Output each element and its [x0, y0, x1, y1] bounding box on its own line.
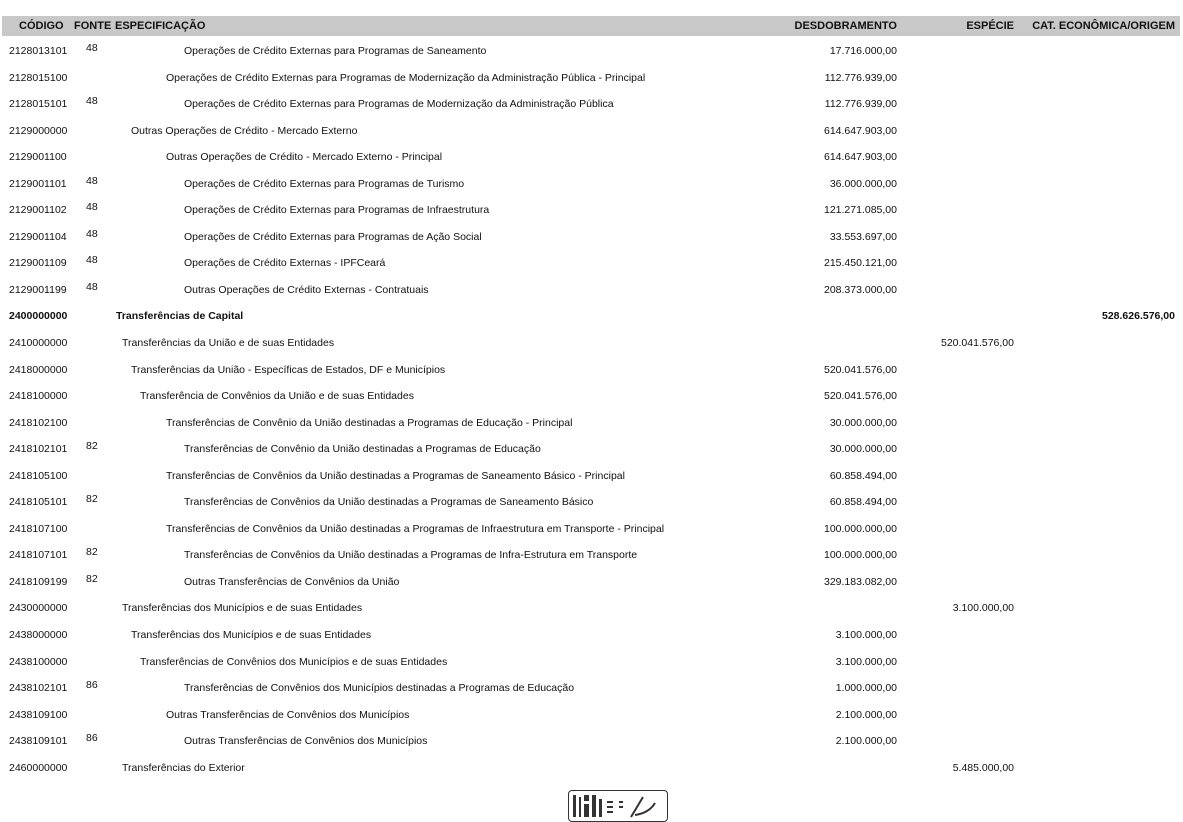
row-code: 2129001104 [9, 230, 67, 243]
table-row [0, 170, 1183, 197]
row-especie: 5.485.000,00 [952, 761, 1014, 774]
table-row [0, 648, 1183, 675]
row-desdobramento: 215.450.121,00 [824, 257, 897, 270]
header-desdobramento: DESDOBRAMENTO [794, 20, 897, 32]
table-row [0, 515, 1183, 542]
row-fonte: 48 [86, 42, 98, 54]
table-row [0, 568, 1183, 595]
row-code: 2128015101 [9, 98, 68, 111]
row-fonte: 82 [86, 572, 98, 585]
table-row [0, 223, 1183, 250]
row-especificacao: Operações de Crédito Externas para Programas de Modernização da Administração Pública [184, 98, 614, 111]
row-desdobramento: 329.183.082,00 [824, 575, 897, 588]
row-especificacao: Transferências de Convênio da União destinadas a Programas de Educação - Principal [166, 416, 573, 429]
row-desdobramento: 2.100.000,00 [835, 708, 897, 721]
table-row [0, 64, 1183, 91]
row-especificacao: Transferências do Exterior [122, 761, 245, 774]
row-code: 2128015100 [9, 71, 68, 84]
row-especificacao: Outras Transferências de Convênios dos Municípios [166, 708, 410, 721]
row-especificacao: Transferências de Capital [116, 310, 244, 323]
row-especificacao: Transferências de Convênio da União destinadas a Programas de Educação [184, 443, 541, 456]
row-fonte: 48 [86, 227, 98, 240]
row-code: 2438109100 [9, 708, 68, 721]
row-desdobramento: 3.100.000,00 [835, 629, 897, 642]
header-especificacao: ESPECIFICAÇÃO [115, 20, 206, 32]
table-row [0, 488, 1183, 515]
row-code: 2418105100 [9, 469, 68, 482]
row-fonte: 82 [86, 493, 98, 506]
row-fonte: 86 [86, 679, 98, 692]
row-fonte: 82 [86, 440, 98, 453]
table-row [0, 621, 1183, 648]
row-especificacao: Outras Operações de Crédito - Mercado Externo - Principal [166, 151, 443, 164]
row-code: 2438100000 [9, 655, 68, 668]
row-desdobramento: 36.000.000,00 [829, 177, 897, 190]
row-fonte: 48 [86, 280, 98, 293]
row-desdobramento: 17.716.000,00 [829, 45, 897, 57]
row-desdobramento: 112.776.939,00 [824, 98, 897, 111]
row-code: 2400000000 [9, 310, 68, 323]
row-desdobramento: 2.100.000,00 [835, 735, 897, 748]
row-especificacao: Transferências de Convênios da União destinadas a Programas de Saneamento Básico [184, 496, 594, 509]
table-row [0, 382, 1183, 409]
header-cat-economica: CAT. ECONÔMICA/ORIGEM [1032, 20, 1175, 32]
table-row [0, 674, 1183, 701]
table-row [0, 143, 1183, 170]
row-code: 2418105101 [9, 496, 68, 509]
row-especificacao: Transferências dos Municípios e de suas Entidades [122, 602, 363, 615]
row-especificacao: Operações de Crédito Externas para Programas de Turismo [184, 177, 465, 190]
row-desdobramento: 100.000.000,00 [824, 522, 897, 535]
table-header [2, 16, 1180, 36]
row-desdobramento: 520.041.576,00 [824, 390, 897, 403]
row-desdobramento: 614.647.903,00 [824, 151, 897, 164]
row-desdobramento: 3.100.000,00 [835, 655, 897, 668]
row-desdobramento: 1.000.000,00 [835, 682, 897, 695]
row-especificacao: Transferência de Convênios da União e de suas Entidades [140, 390, 414, 403]
table-row [0, 541, 1183, 568]
row-especificacao: Outras Operações de Crédito Externas - Contratuais [184, 283, 429, 296]
row-desdobramento: 112.776.939,00 [824, 71, 897, 84]
row-code: 2418000000 [9, 363, 68, 376]
row-code: 2418102100 [9, 416, 68, 429]
row-especificacao: Operações de Crédito Externas para Programas de Infraestrutura [184, 204, 490, 217]
row-code: 2129001102 [9, 204, 67, 217]
row-especificacao: Transferências de Convênios da União destinadas a Programas de Infraestrutura em Transporte - Principal [166, 522, 665, 535]
row-code: 2460000000 [9, 761, 68, 774]
row-especificacao: Operações de Crédito Externas para Programas de Ação Social [184, 230, 482, 243]
row-code: 2438000000 [9, 629, 68, 642]
row-code: 2129001109 [9, 257, 67, 270]
row-fonte: 48 [86, 254, 98, 267]
header-especie: ESPÉCIE [966, 20, 1014, 32]
row-especificacao: Outras Operações de Crédito - Mercado Externo [131, 124, 358, 137]
row-code: 2430000000 [9, 602, 68, 615]
table-row [0, 302, 1183, 329]
table-row [0, 594, 1183, 621]
row-desdobramento: 208.373.000,00 [824, 283, 897, 296]
row-code: 2129000000 [9, 124, 68, 137]
row-code: 2418107100 [9, 522, 68, 535]
row-desdobramento: 60.858.494,00 [829, 496, 897, 509]
row-desdobramento: 30.000.000,00 [829, 416, 897, 429]
table-row [0, 754, 1183, 781]
table-row [0, 356, 1183, 383]
row-desdobramento: 121.271.085,00 [824, 204, 897, 217]
row-especificacao: Operações de Crédito Externas para Programas de Saneamento [184, 45, 487, 57]
table-body [0, 37, 1183, 780]
table-row [0, 276, 1183, 303]
row-code: 2410000000 [9, 337, 68, 350]
row-code: 2438109101 [9, 735, 68, 748]
row-code: 2129001101 [9, 177, 67, 190]
row-especificacao: Transferências da União e de suas Entidades [122, 337, 335, 350]
row-code: 2418100000 [9, 390, 68, 403]
row-fonte: 48 [86, 201, 98, 214]
table-row [0, 329, 1183, 356]
row-especificacao: Transferências de Convênios da União destinadas a Programas de Infra-Estrutura em Transporte [184, 549, 638, 562]
row-desdobramento: 614.647.903,00 [824, 124, 897, 137]
table-row [0, 701, 1183, 728]
header-fonte: FONTE [74, 20, 112, 32]
row-especificacao: Outras Transferências de Convênios da União [184, 575, 400, 588]
row-especificacao: Transferências de Convênios dos Municípios e de suas Entidades [140, 655, 448, 668]
table-row [0, 462, 1183, 489]
row-code: 2129001199 [9, 283, 67, 296]
row-fonte: 48 [86, 95, 98, 108]
row-fonte: 48 [86, 174, 98, 187]
row-especificacao: Operações de Crédito Externas - IPFCeará [184, 257, 386, 270]
table-row [0, 117, 1183, 144]
row-code: 2128013101 [9, 45, 68, 57]
row-fonte: 86 [86, 732, 98, 745]
table-row [0, 90, 1183, 117]
row-especie: 3.100.000,00 [952, 602, 1014, 615]
row-fonte: 82 [86, 546, 98, 559]
table-row [0, 435, 1183, 462]
row-code: 2418109199 [9, 575, 68, 588]
official-seal-logo [568, 790, 668, 822]
row-especificacao: Transferências dos Municípios e de suas Entidades [131, 629, 372, 642]
row-code: 2129001100 [9, 151, 67, 164]
row-desdobramento: 33.553.697,00 [829, 230, 897, 243]
table-row [0, 37, 1183, 64]
table-row [0, 409, 1183, 436]
row-especificacao: Transferências de Convênios dos Municípios destinadas a Programas de Educação [184, 682, 575, 695]
row-desdobramento: 30.000.000,00 [829, 443, 897, 456]
row-code: 2418102101 [9, 443, 68, 456]
header-codigo: CÓDIGO [19, 20, 64, 32]
row-code: 2438102101 [9, 682, 68, 695]
row-desdobramento: 520.041.576,00 [824, 363, 897, 376]
row-especificacao: Outras Transferências de Convênios dos Municípios [184, 735, 428, 748]
row-especificacao: Transferências da União - Específicas de Estados, DF e Municípios [131, 363, 446, 376]
table-row [0, 249, 1183, 276]
row-especie: 520.041.576,00 [941, 337, 1014, 350]
row-code: 2418107101 [9, 549, 68, 562]
table-row [0, 727, 1183, 754]
row-desdobramento: 100.000.000,00 [824, 549, 897, 562]
table-row [0, 196, 1183, 223]
row-especificacao: Transferências de Convênios da União destinadas a Programas de Saneamento Básico - Principal [166, 469, 625, 482]
row-desdobramento: 60.858.494,00 [829, 469, 897, 482]
row-especificacao: Operações de Crédito Externas para Programas de Modernização da Administração Pública - Principal [166, 71, 646, 84]
row-cat-economica: 528.626.576,00 [1102, 310, 1175, 323]
